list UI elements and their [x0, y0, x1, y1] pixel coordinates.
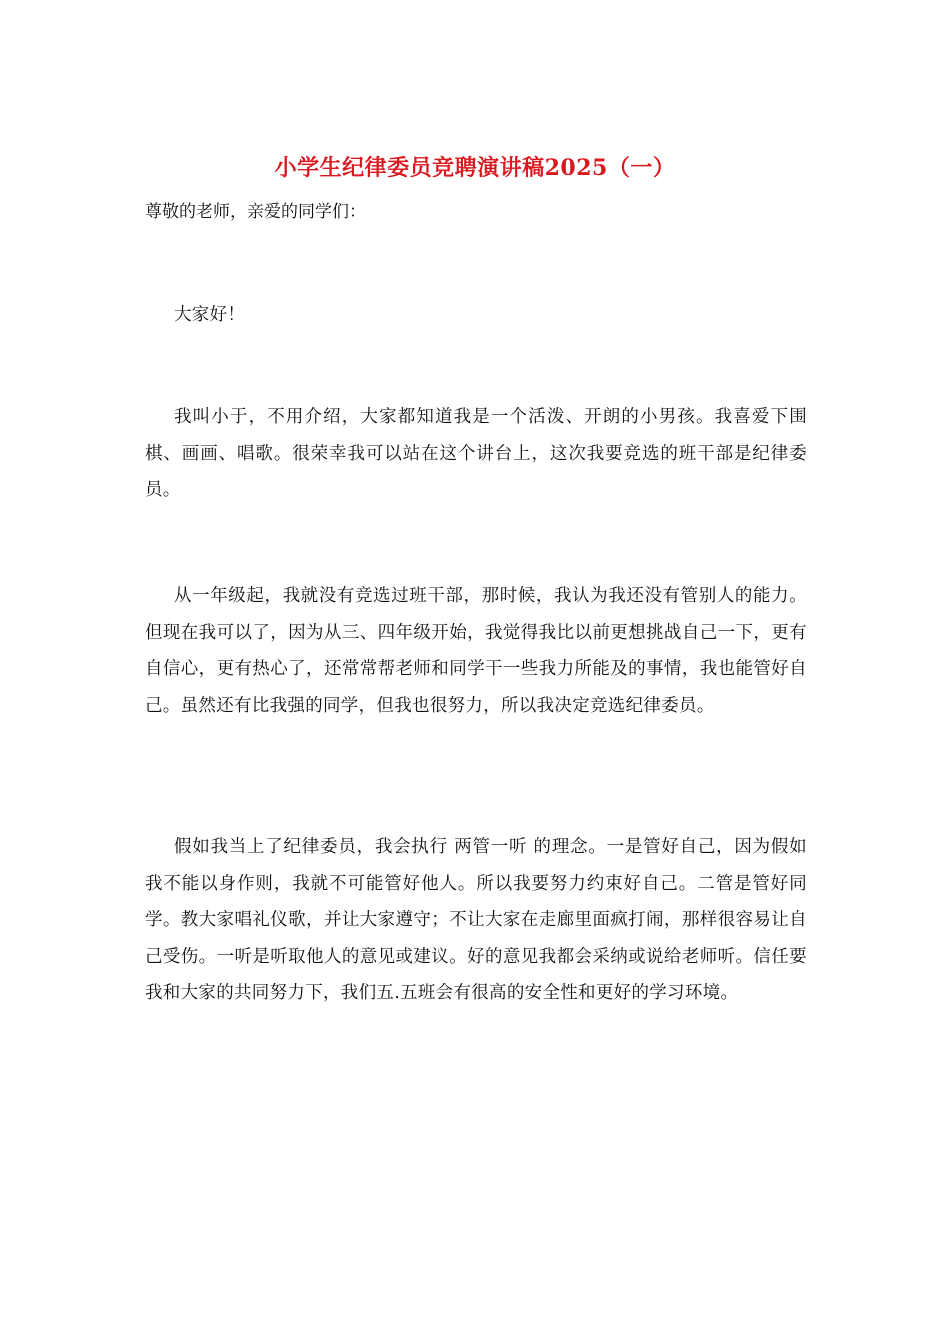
paragraph-plan: 假如我当上了纪律委员，我会执行 两管一听 的理念。一是管好自己，因为假如我不能以身作则，我就不可能管好他人。所以我要努力约束好自己。二管是管好同学。教大家唱礼仪歌，并让大家遵守；不让大家在走廊里面疯打闹，那样很容易让自己受伤。一听是听取他人的意见或建议。好的意见我都会采纳或说给老师听。信任要我和大家的共同努力下，我们五.五班会有很高的安全性和更好的学习环境。 — [145, 837, 807, 1004]
document-title: 小学生纪律委员竞聘演讲稿2025（一） — [274, 155, 676, 181]
paragraph-introduction: 我叫小于，不用介绍，大家都知道我是一个活泼、开朗的小男孩。我喜爱下围棋、画画、唱歌。很荣幸我可以站在这个讲台上，这次我要竞选的班干部是纪律委员。 — [145, 407, 807, 501]
salutation: 尊敬的老师，亲爱的同学们： — [145, 202, 366, 222]
paragraph-motivation: 从一年级起，我就没有竞选过班干部，那时候，我认为我还没有管别人的能力。但现在我可以了，因为从三、四年级开始，我觉得我比以前更想挑战自己一下，更有自信心，更有热心了，还常常帮老师和同学干一些我力所能及的事情，我也能管好自己。虽然还有比我强的同学，但我也很努力，所以我决定竞选纪律委员。 — [145, 586, 807, 716]
paragraph-greeting: 大家好！ — [174, 305, 246, 325]
